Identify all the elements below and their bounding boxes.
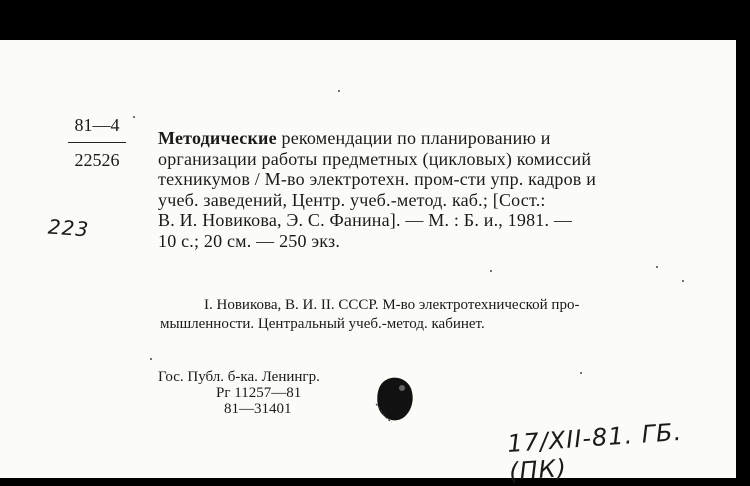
handwritten-mark: 223 bbox=[47, 214, 90, 242]
description-line: учеб. заведений, Центр. учеб.-метод. каб.; [Сост.: bbox=[158, 189, 546, 210]
title-bold: Методические bbox=[158, 128, 277, 148]
speck bbox=[682, 280, 684, 282]
description-line: 10 с.; 20 см. — 250 экз. bbox=[158, 230, 341, 251]
speck bbox=[133, 116, 135, 118]
shelf-mark bbox=[52, 112, 142, 171]
description-line: В. И. Новикова, Э. С. Фанина]. — М. : Б. и., 1981. — bbox=[158, 210, 573, 230]
ink-stamp bbox=[372, 374, 418, 426]
shelf-mark-divider bbox=[68, 142, 126, 143]
title-rest: рекомендации по планированию и bbox=[276, 128, 551, 148]
title-line bbox=[158, 128, 714, 149]
library-number: 81—31401 bbox=[224, 401, 292, 417]
shelf-mark-bottom: 22526 bbox=[74, 150, 120, 170]
tracing bbox=[160, 296, 715, 334]
speck bbox=[150, 358, 152, 360]
description-line: организации работы предметных (цикловых) комиссий bbox=[158, 148, 592, 169]
speck bbox=[338, 90, 340, 92]
speck bbox=[656, 266, 658, 268]
speck bbox=[580, 372, 582, 374]
handwritten-note: 17/XII-81. ГБ. (ПК) bbox=[506, 417, 684, 486]
speck bbox=[490, 270, 492, 272]
bibliographic-description bbox=[158, 128, 714, 251]
shelf-mark-top: 81—4 bbox=[74, 115, 120, 135]
description-line: техникумов / М-во электротехн. пром-сти упр. кадров и bbox=[158, 169, 597, 189]
library-name: Гос. Публ. б-ка. Ленингр. bbox=[158, 369, 320, 385]
tracing-line: I. Новикова, В. И. II. СССР. М-во электротехнической про- bbox=[204, 297, 580, 313]
library-imprint bbox=[158, 369, 320, 417]
catalog-card bbox=[0, 40, 736, 486]
library-code: Рг 11257—81 bbox=[216, 385, 302, 401]
tracing-line: мышленности. Центральный учеб.-метод. кабинет. bbox=[160, 316, 485, 332]
